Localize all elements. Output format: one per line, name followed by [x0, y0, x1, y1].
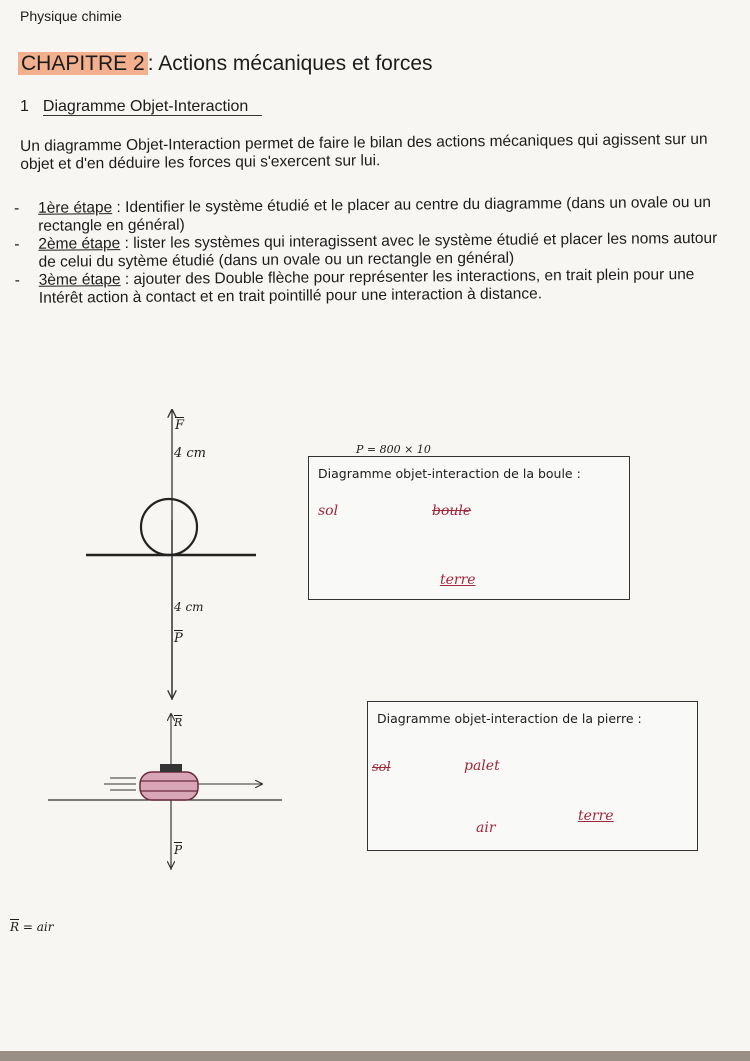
length-label-top: 4 cm: [174, 446, 207, 461]
vector-p2-label: $\overline{P}$: [174, 843, 183, 857]
section-number: 1: [20, 98, 29, 115]
bullet-dash: -: [14, 271, 20, 289]
step-text: : lister les systèmes qui interagissent avec le système étudié et placer les noms autour de celui du sytème étudié (dans un ovale ou un rectangle en général): [38, 229, 718, 271]
step-label: 1ère étape: [37, 199, 113, 217]
diagram-boule-sol: sol: [318, 503, 339, 519]
stone-figure: [48, 714, 282, 870]
diagram-pierre-box: [367, 701, 698, 851]
section-title: Diagramme Objet-Interaction: [43, 98, 262, 116]
weight-note: P = 800 × 10: [356, 443, 431, 456]
ball-circle: [141, 499, 197, 555]
intro-paragraph: Un diagramme Objet-Interaction permet de faire le bilan des actions mécaniques qui agissent sur un objet et d'en déduire les forces qui s'exercent sur lui.: [20, 130, 708, 173]
step-text: : Identifier le système étudié et le placer au centre du diagramme (dans un ovale ou un rectangle en général): [38, 193, 712, 235]
stone-body: [140, 772, 198, 800]
diagram-boule-center: boule: [432, 503, 472, 519]
diagram-pierre-sol: sol: [372, 760, 391, 775]
subject-header: Physique chimie: [20, 8, 122, 24]
footnote: [10, 920, 53, 934]
stone-handle: [160, 764, 182, 772]
vector-r-label: $\overline{R}$: [174, 716, 183, 729]
step-label: 3ème étape: [38, 271, 121, 289]
chapter-label: CHAPITRE 2: [18, 52, 148, 75]
length-label-bottom: 4 cm: [174, 600, 204, 614]
vector-p-label: $\overline{P}$: [174, 631, 183, 646]
chapter-title: : Actions mécaniques et forces: [147, 52, 433, 75]
diagram-pierre-terre: terre: [578, 808, 614, 824]
bullet-dash: -: [14, 235, 20, 253]
footnote-text: = air: [22, 920, 54, 934]
page-bottom-edge: [0, 1051, 750, 1061]
step-label: 2ème étape: [38, 235, 121, 253]
diagram-pierre-center: palet: [464, 758, 500, 774]
diagram-pierre-title: Diagramme objet-interaction de la pierre :: [377, 711, 642, 726]
diagram-boule-terre: terre: [440, 572, 476, 588]
footnote-vector: $\overline{R}$: [10, 920, 20, 934]
diagram-pierre-air: air: [476, 820, 496, 836]
step-text: : ajouter des Double flèche pour représenter les interactions, en trait plein pour une Intérêt action à contact et en trait pointillé pour une interaction à distance.: [38, 266, 695, 307]
ball-figure: [86, 410, 256, 700]
vector-f-label: $\overline{F}$: [175, 418, 185, 433]
diagram-boule-title: Diagramme objet-interaction de la boule :: [318, 466, 581, 481]
bullet-dash: -: [14, 199, 20, 217]
